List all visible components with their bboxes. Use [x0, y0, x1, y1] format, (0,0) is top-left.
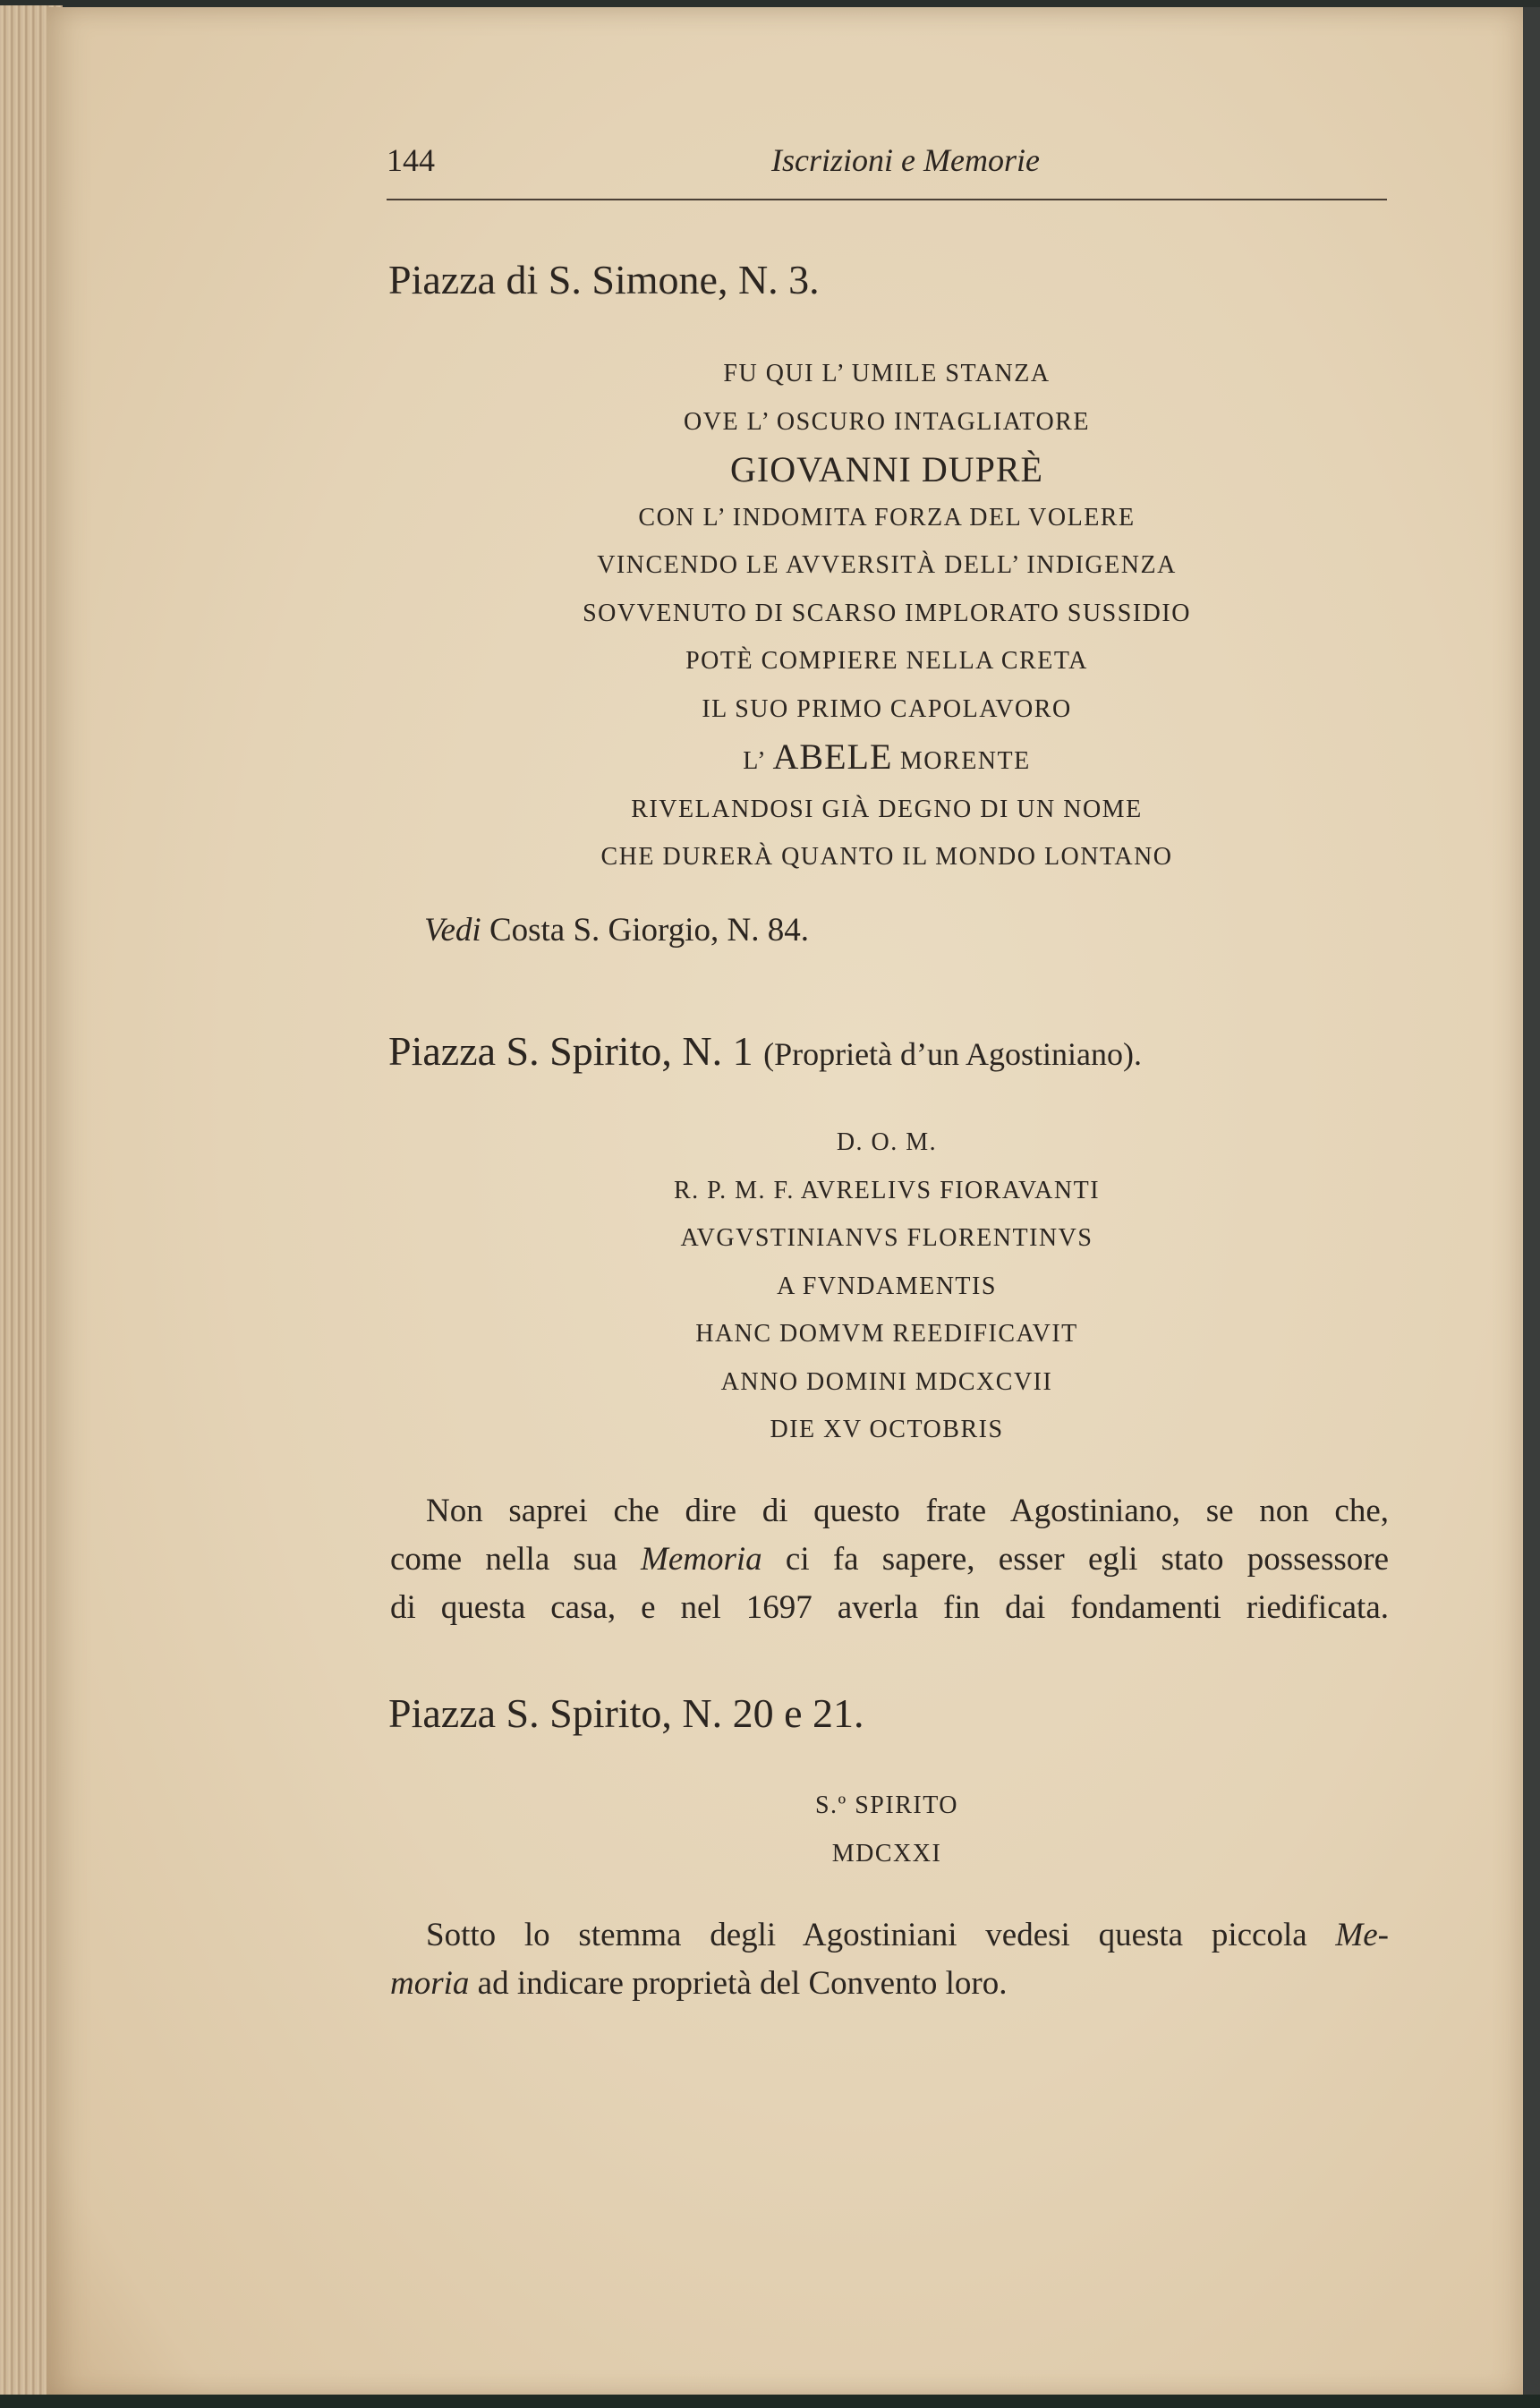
inscription-line: CHE DURERÀ QUANTO IL MONDO LONTANO	[600, 843, 1173, 871]
paragraph-text: come nella sua	[390, 1541, 617, 1578]
cross-reference	[424, 911, 809, 949]
paragraph-line: Non saprei che dire di questo frate Agostiniano, se non che,	[426, 1493, 1389, 1529]
inscription-line: GIOVANNI DUPRÈ	[730, 449, 1043, 489]
section-heading-spirito-1	[388, 1027, 1142, 1075]
inscription-line: VINCENDO LE AVVERSITÀ DELL’ INDIGENZA	[597, 551, 1177, 579]
section-heading-spirito-20: Piazza S. Spirito, N. 20 e 21.	[388, 1690, 864, 1736]
paragraph-text: Sotto lo stemma degli Agostiniani vedesi questa piccola	[426, 1917, 1307, 1953]
paragraph-stemma	[390, 1911, 1389, 2008]
inscription-line: OVE L’ OSCURO INTAGLIATORE	[684, 407, 1090, 436]
inscription-line: FU QUI L’ UMILE STANZA	[723, 360, 1051, 387]
inscription-line: ANNO DOMINI MDCXCVII	[720, 1367, 1053, 1396]
heading-text: Piazza S. Spirito, N. 1	[388, 1028, 753, 1074]
page-number: 144	[387, 142, 435, 178]
scan-bottom-edge	[0, 2395, 1540, 2408]
paragraph-text: ci fa sapere, esser egli stato possessore	[785, 1541, 1390, 1578]
scan-top-edge	[0, 0, 1540, 7]
abele-suffix: MORENTE	[899, 747, 1031, 775]
inscription-line: R. P. M. F. AVRELIVS FIORAVANTI	[673, 1176, 1101, 1204]
inscription-spirito	[387, 1782, 1387, 1877]
paragraph-italic: moria	[390, 1965, 470, 2002]
inscription-line: MDCXXI	[831, 1839, 942, 1868]
paragraph-text: ad indicare proprietà del Convento loro.	[477, 1965, 1008, 2002]
heading-note: (Proprietà d’un Agostiniano).	[763, 1036, 1143, 1072]
paragraph-fioravanti	[390, 1487, 1389, 1632]
inscription-line: DIE XV OCTOBRIS	[770, 1416, 1004, 1443]
ref-italic: Vedi	[424, 912, 481, 949]
inscription-line: AVGVSTINIANVS FLORENTINVS	[680, 1224, 1093, 1252]
inscription-line: SOVVENUTO DI SCARSO IMPLORATO SUSSIDIO	[583, 599, 1191, 627]
ref-text: Costa S. Giorgio, N. 84.	[489, 912, 809, 949]
inscription-line: HANC DOMVM REEDIFICAVIT	[695, 1320, 1078, 1348]
abele-name: ABELE	[772, 736, 893, 777]
inscription-line: RIVELANDOSI GIÀ DEGNO DI UN NOME	[631, 795, 1143, 823]
running-title: Iscrizioni e Memorie	[771, 142, 1040, 178]
inscription-dupre	[387, 350, 1387, 881]
section-heading-simone: Piazza di S. Simone, N. 3.	[388, 257, 820, 302]
inscription-line: CON L’ INDOMITA FORZA DEL VOLERE	[638, 503, 1136, 532]
inscription-line: A FVNDAMENTIS	[777, 1272, 997, 1300]
paragraph-italic: Me-	[1335, 1917, 1389, 1953]
inscription-fioravanti	[387, 1119, 1387, 1454]
inscription-line-abele	[387, 733, 1387, 786]
paragraph-line: di questa casa, e nel 1697 averla fin dai fondamenti riedificata.	[390, 1589, 1389, 1626]
inscription-line: D. O. M.	[836, 1128, 938, 1156]
header-rule	[387, 199, 1387, 200]
inscription-line: IL SUO PRIMO CAPOLAVORO	[702, 694, 1072, 723]
paragraph-line	[390, 1536, 1389, 1584]
inscription-line: S.º SPIRITO	[814, 1791, 959, 1819]
paragraph-line	[390, 1960, 1389, 2008]
paragraph-italic: Memoria	[641, 1541, 762, 1578]
abele-prefix: L’	[743, 747, 766, 775]
paragraph-line	[390, 1911, 1389, 1960]
page-header	[387, 141, 1389, 186]
inscription-line: POTÈ COMPIERE NELLA CRETA	[685, 647, 1088, 675]
